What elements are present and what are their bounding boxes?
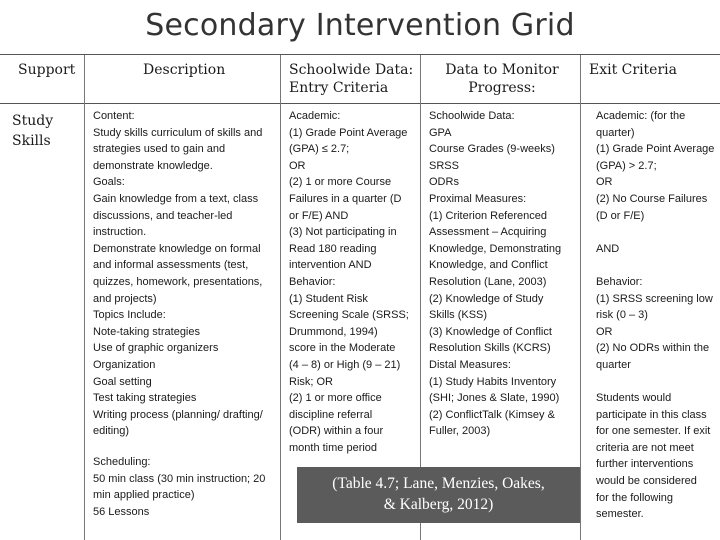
header-support: Support: [18, 62, 76, 78]
header-entry-criteria: Schoolwide Data: Entry Criteria: [289, 62, 414, 96]
header-divider: [0, 103, 720, 104]
header-exit-criteria: Exit Criteria: [589, 62, 677, 78]
exit-criteria-cell: Academic: (for the quarter) (1) Grade Point Average (GPA) > 2.7; OR (2) No Course Failures (D or F/E) AND Behavior: (1) SRSS screening low risk (0 – 3) OR (2) No ODRs within the quarter Students would participate in this class for one semester. If exit criteria are not meet further interventions would be considered for the following semester.: [596, 110, 715, 521]
entry-criteria-cell: Academic: (1) Grade Point Average (GPA) ≤ 2.7; OR (2) 1 or more Course Failures in a quarter (D or F/E) AND (3) Not participating in Read 180 reading intervention AND Behavior: (1) Student Risk Screening Scale (SRSS; Drummond, 1994) score in the Moderate (4 – 8) or High (9 – 21) Risk; OR (2) 1 or more office discipline referral (ODR) within a four month time period: [289, 110, 409, 454]
column-divider: [84, 55, 85, 540]
monitor-progress-cell: Schoolwide Data: GPA Course Grades (9-weeks) SRSS ODRs Proximal Measures: (1) Criterion Referenced Assessment – Acquiring Knowledge, Demonstrating Knowledge, and Conflict Resolution (Lane, 2003) (2) Knowledge of Study Skills (KSS) (3) Knowledge of Conflict Resolution Skills (KCRS) Distal Measures: (1) Study Habits Inventory (SHI; Jones & Slate, 1990) (2) ConflictTalk (Kimsey & Fuller, 2003): [429, 110, 562, 438]
page-title: Secondary Intervention Grid: [145, 8, 575, 43]
column-divider: [280, 55, 281, 540]
description-cell: Content: Study skills curriculum of skills and strategies used to gain and demonstrate knowledge. Goals: Gain knowledge from a text, class discussions, and teacher-led instruction. Demonstrate knowledge on formal and informal assessments (test, quizzes, homework, presentations, and projects) Topics Include: Note-taking strategies Use of graphic organizers Organization Goal setting Test taking strategies Writing process (planning/ drafting/ editing): [93, 110, 263, 438]
scheduling-cell: Scheduling: 50 min class (30 min instruction; 20 min applied practice) 56 Lessons: [93, 456, 266, 518]
header-monitor-progress: Data to Monitor Progress:: [445, 62, 559, 96]
column-divider: [580, 55, 581, 540]
citation-box: (Table 4.7; Lane, Menzies, Oakes, & Kalberg, 2012): [297, 467, 580, 523]
support-study-skills: Study Skills: [12, 113, 54, 149]
header-description: Description: [143, 62, 226, 78]
